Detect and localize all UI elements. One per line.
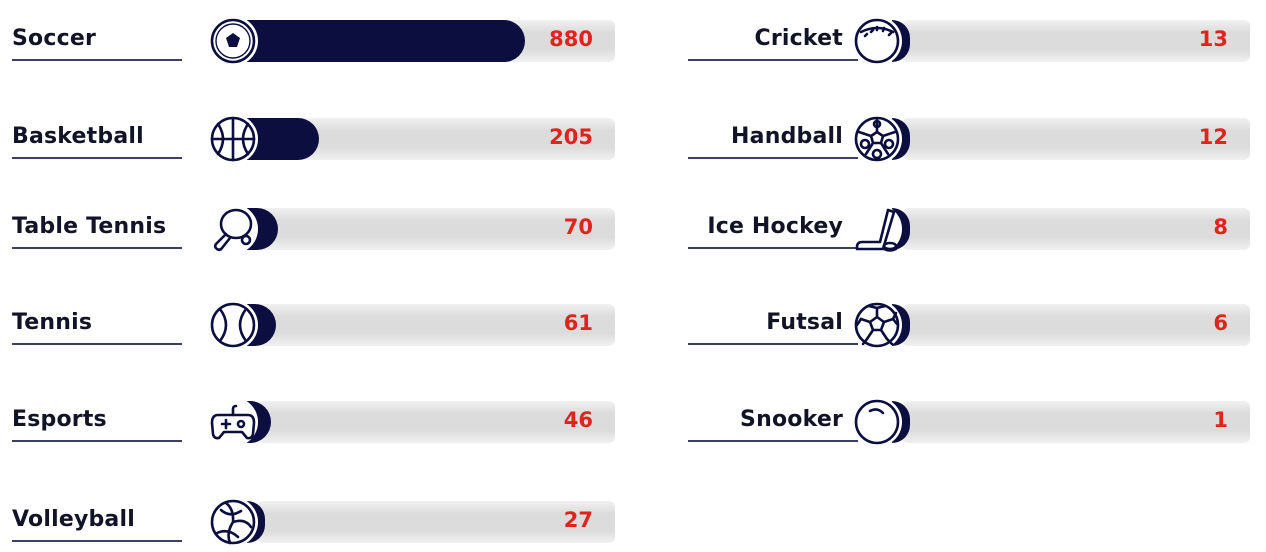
label-underline bbox=[688, 157, 858, 159]
volleyball-icon bbox=[208, 497, 258, 547]
ice-hockey-stick-icon bbox=[852, 204, 902, 254]
basketball-icon bbox=[208, 114, 258, 164]
label-underline bbox=[688, 343, 858, 345]
soccer-ball-icon bbox=[208, 16, 258, 66]
label-underline bbox=[12, 59, 182, 61]
label-underline bbox=[688, 247, 858, 249]
label-underline bbox=[12, 157, 182, 159]
category-label: Ice Hockey bbox=[707, 214, 843, 239]
value-label: 46 bbox=[563, 408, 593, 432]
value-label: 1 bbox=[1213, 408, 1228, 432]
category-label: Table Tennis bbox=[12, 214, 167, 239]
value-label: 8 bbox=[1213, 215, 1228, 239]
category-label: Tennis bbox=[12, 310, 93, 335]
tennis-ball-icon bbox=[208, 300, 258, 350]
label-underline bbox=[12, 540, 182, 542]
category-label: Volleyball bbox=[12, 507, 135, 532]
category-label: Cricket bbox=[754, 26, 843, 51]
value-label: 27 bbox=[563, 508, 593, 532]
snooker-ball-icon bbox=[852, 397, 902, 447]
category-label: Soccer bbox=[12, 26, 97, 51]
label-underline bbox=[12, 343, 182, 345]
value-label: 6 bbox=[1213, 311, 1228, 335]
category-label: Snooker bbox=[740, 407, 843, 432]
value-label: 880 bbox=[549, 27, 593, 51]
category-label: Handball bbox=[731, 124, 843, 149]
label-underline bbox=[688, 59, 858, 61]
futsal-ball-icon bbox=[852, 300, 902, 350]
label-underline bbox=[12, 247, 182, 249]
label-underline bbox=[12, 440, 182, 442]
value-label: 13 bbox=[1198, 27, 1228, 51]
bar bbox=[247, 20, 525, 62]
category-label: Basketball bbox=[12, 124, 144, 149]
cricket-ball-icon bbox=[852, 16, 902, 66]
value-label: 12 bbox=[1198, 125, 1228, 149]
value-label: 70 bbox=[563, 215, 593, 239]
category-label: Futsal bbox=[766, 310, 843, 335]
label-underline bbox=[688, 440, 858, 442]
value-label: 61 bbox=[563, 311, 593, 335]
category-label: Esports bbox=[12, 407, 107, 432]
value-label: 205 bbox=[549, 125, 593, 149]
table-tennis-paddle-icon bbox=[208, 204, 258, 254]
gamepad-icon bbox=[208, 397, 258, 447]
handball-icon bbox=[852, 114, 902, 164]
